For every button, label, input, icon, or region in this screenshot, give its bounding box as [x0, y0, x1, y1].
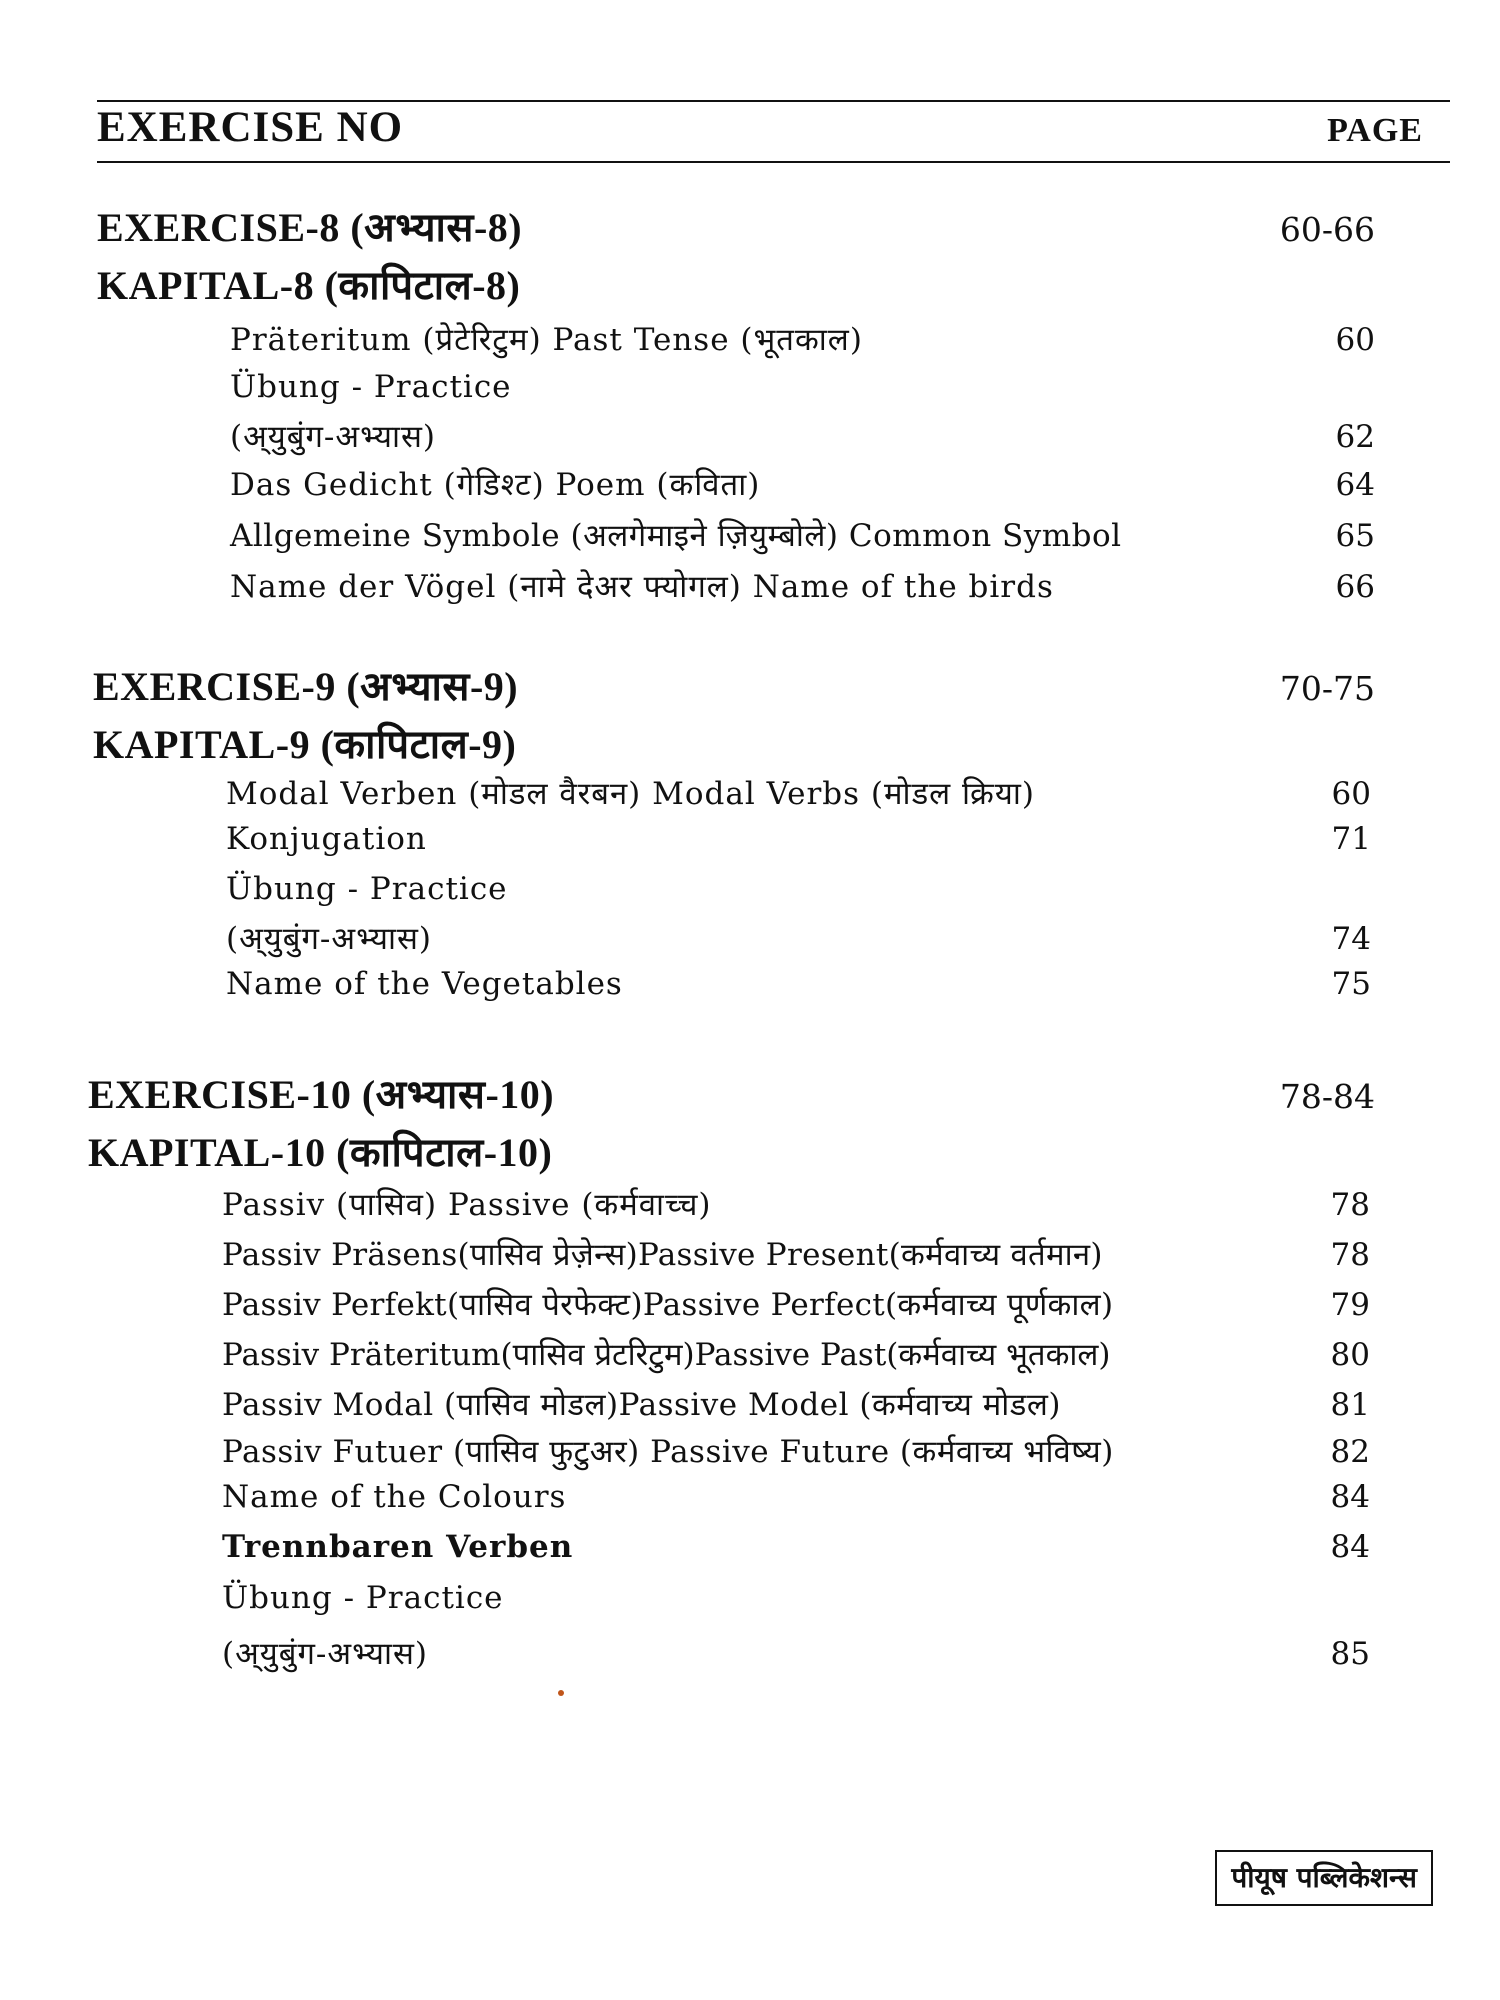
toc-item-page: 81	[1330, 1387, 1370, 1423]
kapital-10-heading	[88, 1123, 1375, 1178]
toc-item	[230, 369, 1375, 405]
exercise-title: EXERCISE-10 (अभ्यास-10)	[88, 1072, 555, 1117]
toc-item-text: Passiv Präteritum(पासिव प्रेटरिटुम)Passive Past(कर्मवाच्य भूतकाल)	[222, 1337, 1111, 1373]
toc-item-page: 82	[1330, 1434, 1370, 1470]
toc-item-text: Übung - Practice	[230, 369, 512, 405]
header-top-rule	[97, 100, 1450, 102]
toc-item	[230, 415, 1375, 457]
toc-item-text: Passiv Präsens(पासिव प्रेज़ेन्स)Passive Present(कर्मवाच्य वर्तमान)	[222, 1237, 1103, 1273]
toc-item-page: 71	[1331, 821, 1371, 857]
toc-item	[226, 917, 1371, 959]
exercise-pages: 70-75	[1279, 669, 1375, 708]
toc-item-text: Passiv Modal (पासिव मोडल)Passive Model (कर्मवाच्य मोडल)	[222, 1387, 1061, 1423]
toc-item-text: Name of the Colours	[222, 1479, 567, 1515]
toc-item-page: 85	[1330, 1636, 1370, 1672]
toc-item	[230, 463, 1375, 505]
toc-item	[222, 1430, 1370, 1472]
kapital-9-heading	[93, 715, 1375, 770]
toc-item	[222, 1632, 1370, 1674]
kapital-8-heading	[97, 256, 1375, 311]
kapital-title: KAPITAL-10 (कापिटाल-10)	[88, 1130, 553, 1175]
toc-item	[226, 871, 1371, 907]
toc-item	[226, 821, 1371, 857]
exercise-pages: 60-66	[1279, 210, 1375, 249]
toc-item-page: 84	[1330, 1479, 1370, 1515]
toc-item-text: Passiv Perfekt(पासिव पेरफेक्ट)Passive Perfect(कर्मवाच्य पूर्णकाल)	[222, 1287, 1114, 1323]
kapital-title: KAPITAL-8 (कापिटाल-8)	[97, 263, 521, 308]
header-bottom-rule	[97, 161, 1450, 163]
toc-item	[222, 1479, 1370, 1515]
toc-item-text: Allgemeine Symbole (अलगेमाइने ज़ियुम्बोले) Common Symbol	[230, 518, 1122, 554]
toc-item-text: (अ्युबुंग-अभ्यास)	[230, 419, 437, 455]
toc-item-page: 80	[1330, 1337, 1370, 1373]
exercise-title: EXERCISE-9 (अभ्यास-9)	[93, 664, 519, 709]
toc-item-page: 66	[1335, 569, 1375, 605]
toc-item-text: (अ्युबुंग-अभ्यास)	[222, 1636, 429, 1672]
header-page-label: PAGE	[1327, 112, 1423, 149]
toc-item	[222, 1333, 1370, 1375]
exercise-title: EXERCISE-8 (अभ्यास-8)	[97, 205, 523, 250]
toc-item	[222, 1529, 1370, 1565]
toc-item-text: Modal Verben (मोडल वैरबन) Modal Verbs (मोडल क्रिया)	[226, 776, 1035, 812]
toc-item	[222, 1580, 1370, 1616]
publisher-badge: पीयूष पब्लिकेशन्स	[1215, 1850, 1433, 1906]
ink-speck	[558, 1690, 564, 1696]
exercise-9-heading	[93, 657, 1375, 712]
toc-item	[230, 318, 1375, 360]
toc-item-text: Übung - Practice	[226, 871, 508, 907]
toc-item-text: (अ्युबुंग-अभ्यास)	[226, 921, 433, 957]
toc-item-text: Trennbaren Verben	[222, 1529, 574, 1565]
toc-item-page: 74	[1331, 921, 1371, 957]
exercise-pages: 78-84	[1279, 1077, 1375, 1116]
toc-item-page: 78	[1330, 1237, 1370, 1273]
toc-item	[222, 1183, 1370, 1225]
toc-item-page: 60	[1335, 322, 1375, 358]
toc-item	[230, 565, 1375, 607]
kapital-title: KAPITAL-9 (कापिटाल-9)	[93, 722, 517, 767]
toc-item-page: 75	[1331, 966, 1371, 1002]
toc-item	[222, 1383, 1370, 1425]
toc-item-page: 65	[1335, 518, 1375, 554]
toc-item-text: Name der Vögel (नामे देअर फ्योगल) Name of the birds	[230, 569, 1054, 605]
toc-item-page: 79	[1330, 1287, 1370, 1323]
toc-item	[226, 966, 1371, 1002]
toc-item-text: Passiv Futuer (पासिव फुटुअर) Passive Future (कर्मवाच्य भविष्य)	[222, 1434, 1114, 1470]
toc-item-page: 64	[1335, 467, 1375, 503]
toc-item-text: Präteritum (प्रेटेरिटुम) Past Tense (भूतकाल)	[230, 322, 863, 358]
toc-item-text: Name of the Vegetables	[226, 966, 623, 1002]
exercise-8-heading	[97, 198, 1375, 253]
toc-item-page: 60	[1331, 776, 1371, 812]
header-title: EXERCISE NO	[97, 104, 404, 151]
toc-item	[226, 772, 1371, 814]
toc-item-text: Das Gedicht (गेडिश्ट) Poem (कविता)	[230, 467, 761, 503]
toc-item-page: 62	[1335, 419, 1375, 455]
toc-item-text: Passiv (पासिव) Passive (कर्मवाच्च)	[222, 1187, 712, 1223]
toc-item-page: 84	[1330, 1529, 1370, 1565]
exercise-10-heading	[88, 1065, 1375, 1120]
toc-item	[230, 514, 1375, 556]
toc-item	[222, 1283, 1370, 1325]
toc-item-text: Übung - Practice	[222, 1580, 504, 1616]
toc-item	[222, 1233, 1370, 1275]
toc-item-page: 78	[1330, 1187, 1370, 1223]
toc-item-text: Konjugation	[226, 821, 427, 857]
